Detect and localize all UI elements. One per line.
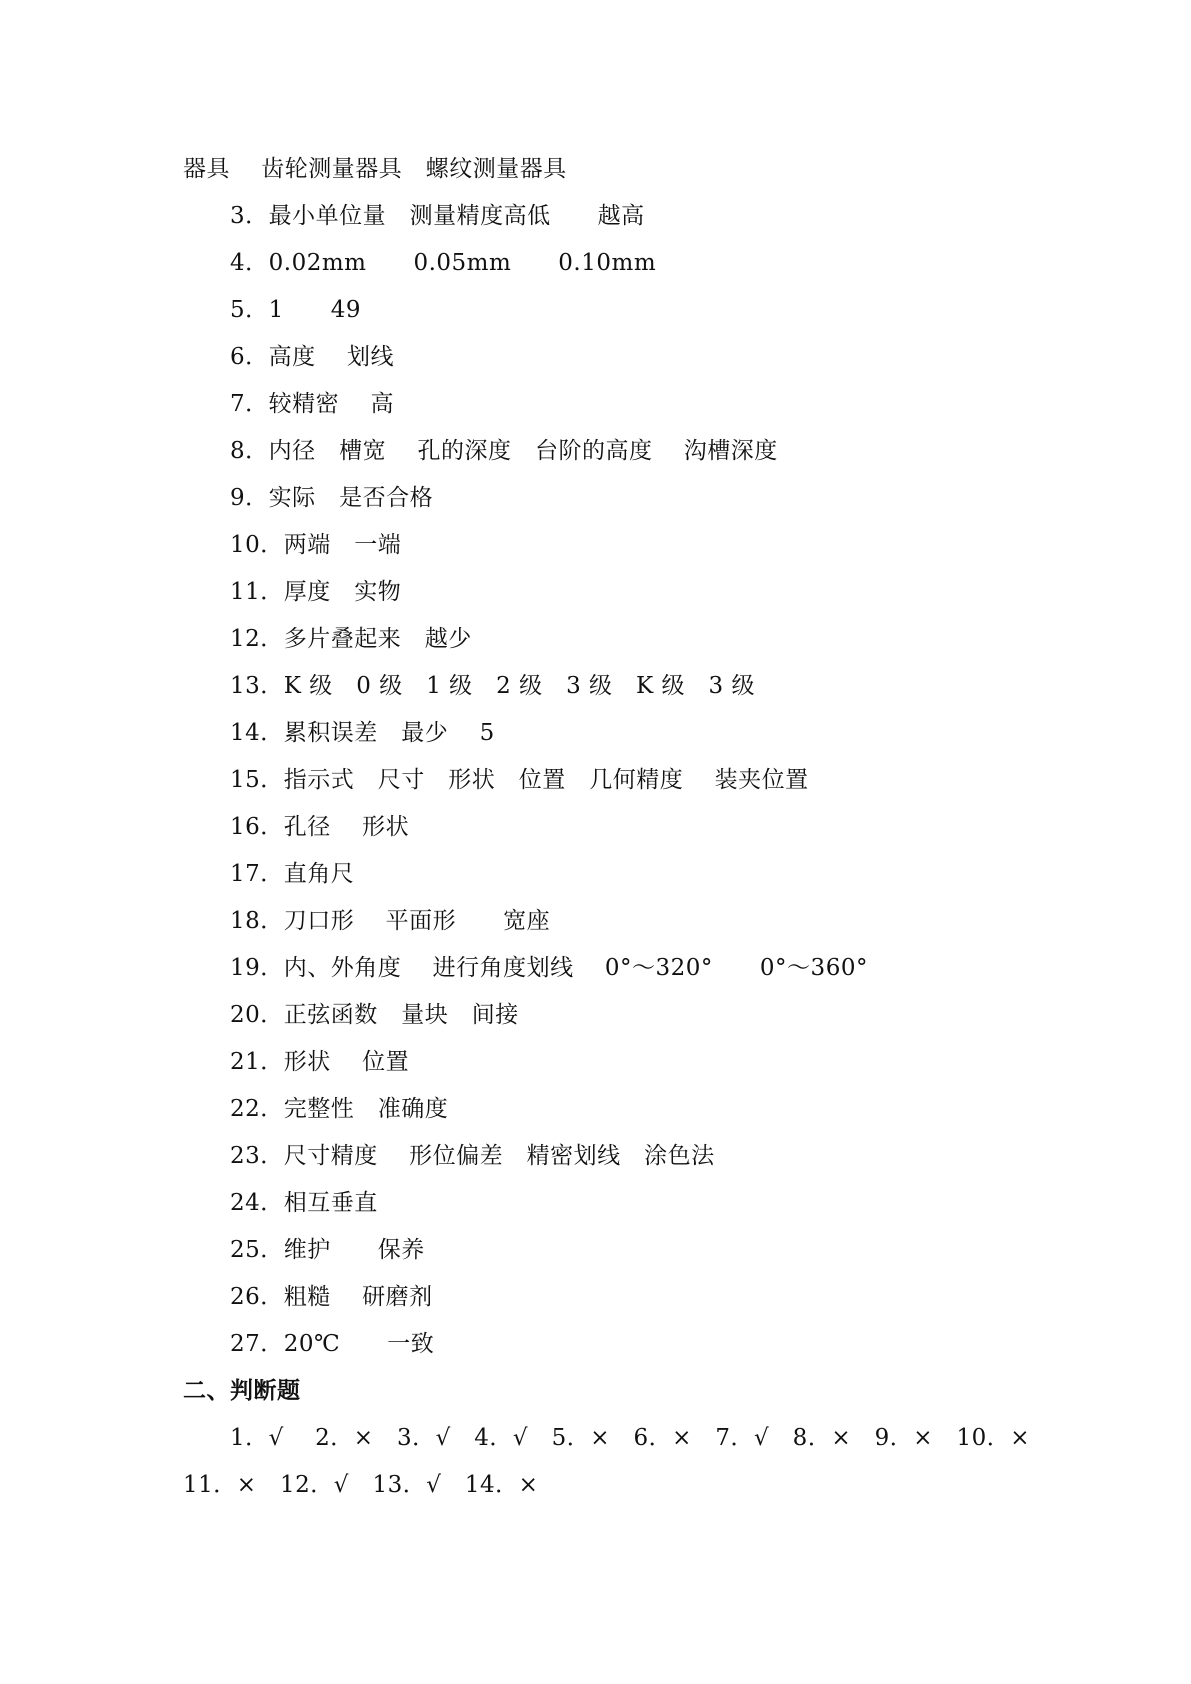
answer-item-8: 8．内径 槽宽 孔的深度 台阶的高度 沟槽深度 — [230, 438, 778, 464]
answer-item-10: 10．两端 一端 — [230, 532, 402, 558]
answer-item-25: 25．维护 保养 — [230, 1237, 425, 1263]
answer-item-26: 26．粗糙 研磨剂 — [230, 1284, 433, 1310]
answer-item-20: 20．正弦函数 量块 间接 — [230, 1002, 519, 1028]
answer-item-18: 18．刀口形 平面形 宽座 — [230, 908, 551, 934]
answer-item-21: 21．形状 位置 — [230, 1049, 410, 1075]
answer-item-16: 16．孔径 形状 — [230, 814, 410, 840]
answer-item-7: 7．较精密 高 — [230, 391, 394, 417]
answer-item-12: 12．多片叠起来 越少 — [230, 626, 472, 652]
answer-item-17: 17．直角尺 — [230, 861, 355, 887]
answer-item-6: 6．高度 划线 — [230, 344, 394, 370]
answer-item-11: 11．厚度 实物 — [230, 579, 402, 605]
answer-item-5: 5．1 49 — [230, 297, 362, 323]
true-false-answers-line-2: 11．× 12．√ 13．√ 14．× — [183, 1472, 539, 1498]
answer-item-15: 15．指示式 尺寸 形状 位置 几何精度 装夹位置 — [230, 767, 809, 793]
true-false-answers-line-1: 1．√ 2．× 3．√ 4．√ 5．× 6．× 7．√ 8．× 9．× 10．× — [230, 1425, 1031, 1451]
answer-item-13: 13．K 级 0 级 1 级 2 级 3 级 K 级 3 级 — [230, 673, 755, 699]
answer-item-14: 14．累积误差 最少 5 — [230, 720, 495, 746]
section-heading-true-false: 二、判断题 — [183, 1377, 301, 1404]
answer-item-3: 3．最小单位量 测量精度高低 越高 — [230, 203, 645, 229]
answer-continuation-line: 器具 齿轮测量器具 螺纹测量器具 — [183, 156, 567, 182]
answer-item-24: 24．相互垂直 — [230, 1190, 378, 1216]
answer-item-22: 22．完整性 准确度 — [230, 1096, 449, 1122]
answer-item-19: 19．内、外角度 进行角度划线 0°～320° 0°～360° — [230, 955, 868, 981]
answer-item-9: 9．实际 是否合格 — [230, 485, 434, 511]
answer-item-27: 27．20℃ 一致 — [230, 1331, 435, 1357]
answer-item-4: 4．0.02mm 0.05mm 0.10mm — [230, 250, 657, 276]
answer-item-23: 23．尺寸精度 形位偏差 精密划线 涂色法 — [230, 1143, 715, 1169]
